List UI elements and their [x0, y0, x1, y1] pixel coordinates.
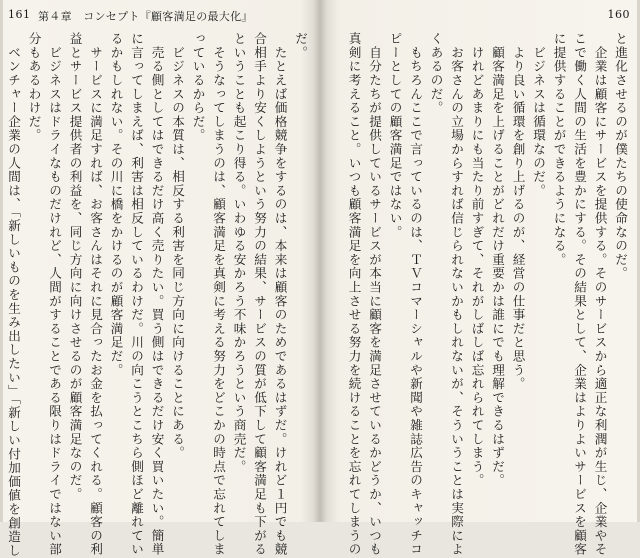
text-line: より良い循環を創り上げるのが、経営の仕事だと思う。: [510, 32, 526, 391]
text-line: くあるのだ。: [428, 32, 444, 115]
text-line: そうなってしまうのは、顧客満足を真剣に考える努力をどこかの時点で忘れてしま: [211, 32, 226, 557]
text-line: 合相手より安くしようという努力の結果、サービスの質が低下して顧客満足も下がる: [252, 32, 267, 557]
text-line: もちろんここで言っているのは、ＴＶコマーシャルや新聞や雑誌広告のキャッチコ: [408, 32, 423, 557]
page-number-left: 161: [8, 8, 31, 21]
text-line: 自分たちが提供しているサービスが本当に顧客を満足させているかどうか、いつも: [367, 32, 382, 557]
text-line: と進化させるのが僕たちの使命なのだ。: [613, 32, 628, 281]
text-line: に言ってしまえば、利害は相反しているわけだ。川の向こうとこちら側ほど離れてい: [129, 32, 144, 557]
left-page-body: [6, 32, 310, 558]
text-line: 真剣に考えること。いつも顧客満足を向上させる努力を続けることを忘れてしまうの: [346, 32, 362, 557]
text-line: こで働く人間の生活を豊かにする。その結果として、企業はよりよいサービスを顧客: [572, 32, 587, 557]
text-line: ピーとしての顧客満足ではない。: [387, 32, 403, 239]
text-line: だ。: [293, 32, 308, 60]
text-line: たとえば価格競争をするのは、本来は顧客のためであるはずだ。けれど１円でも競: [272, 32, 288, 557]
text-line: サービスに満足すれば、お客さんはそれに見合ったお金を払ってくれる。顧客の利: [88, 32, 103, 557]
text-line: 企業は顧客にサービスを提供する。そのサービスから適正な利潤が生じ、企業やそ: [592, 32, 608, 557]
text-line: 分もあるわけだ。: [26, 32, 42, 143]
page-number-right: 160: [607, 8, 630, 21]
text-line: けれどあまりにも当たり前すぎて、それがしばしば忘れられてしまう。: [469, 32, 485, 488]
text-line: ベンチャー企業の人間は、「新しいものを生み出したい」「新しい付加価値を創造し: [6, 32, 21, 558]
text-line: お客さんの立場からすれば信じられないかもしれないが、そういうことは実際によ: [449, 32, 464, 557]
text-line: 益とサービス提供者の利益を、同じ方向に向けさせるのが顧客満足なのだ。: [67, 32, 83, 502]
text-line: ということも起こり得る。いわゆる安かろう不味かろうという商売だ。: [231, 32, 247, 474]
right-page: [320, 0, 640, 557]
text-line: に提供することができるようになる。: [551, 32, 567, 267]
right-page-body: [330, 32, 630, 557]
text-line: るかもしれない。その川に橋をかけるのが顧客満足だ。: [108, 32, 124, 377]
text-line: っているからだ。: [190, 32, 206, 143]
text-line: ビジネスの本質は、相反する利害を同じ方向に向けることにある。: [170, 32, 185, 460]
text-line: 顧客満足を上げることがどれだけ重要かは誰にでも理解できるはずだ。: [490, 32, 505, 488]
text-line: 売る側としてはできるだけ高く売りたい。買う側はできるだけ安く買いたい。簡単: [149, 32, 165, 557]
text-line: ビジネスはドライなものだけれど、人間がすることである限りはドライではない部: [47, 32, 62, 557]
running-head: 第４章 コンセプト『顧客満足の最大化』: [38, 10, 253, 23]
text-line: ビジネスは循環なのだ。: [531, 32, 546, 198]
